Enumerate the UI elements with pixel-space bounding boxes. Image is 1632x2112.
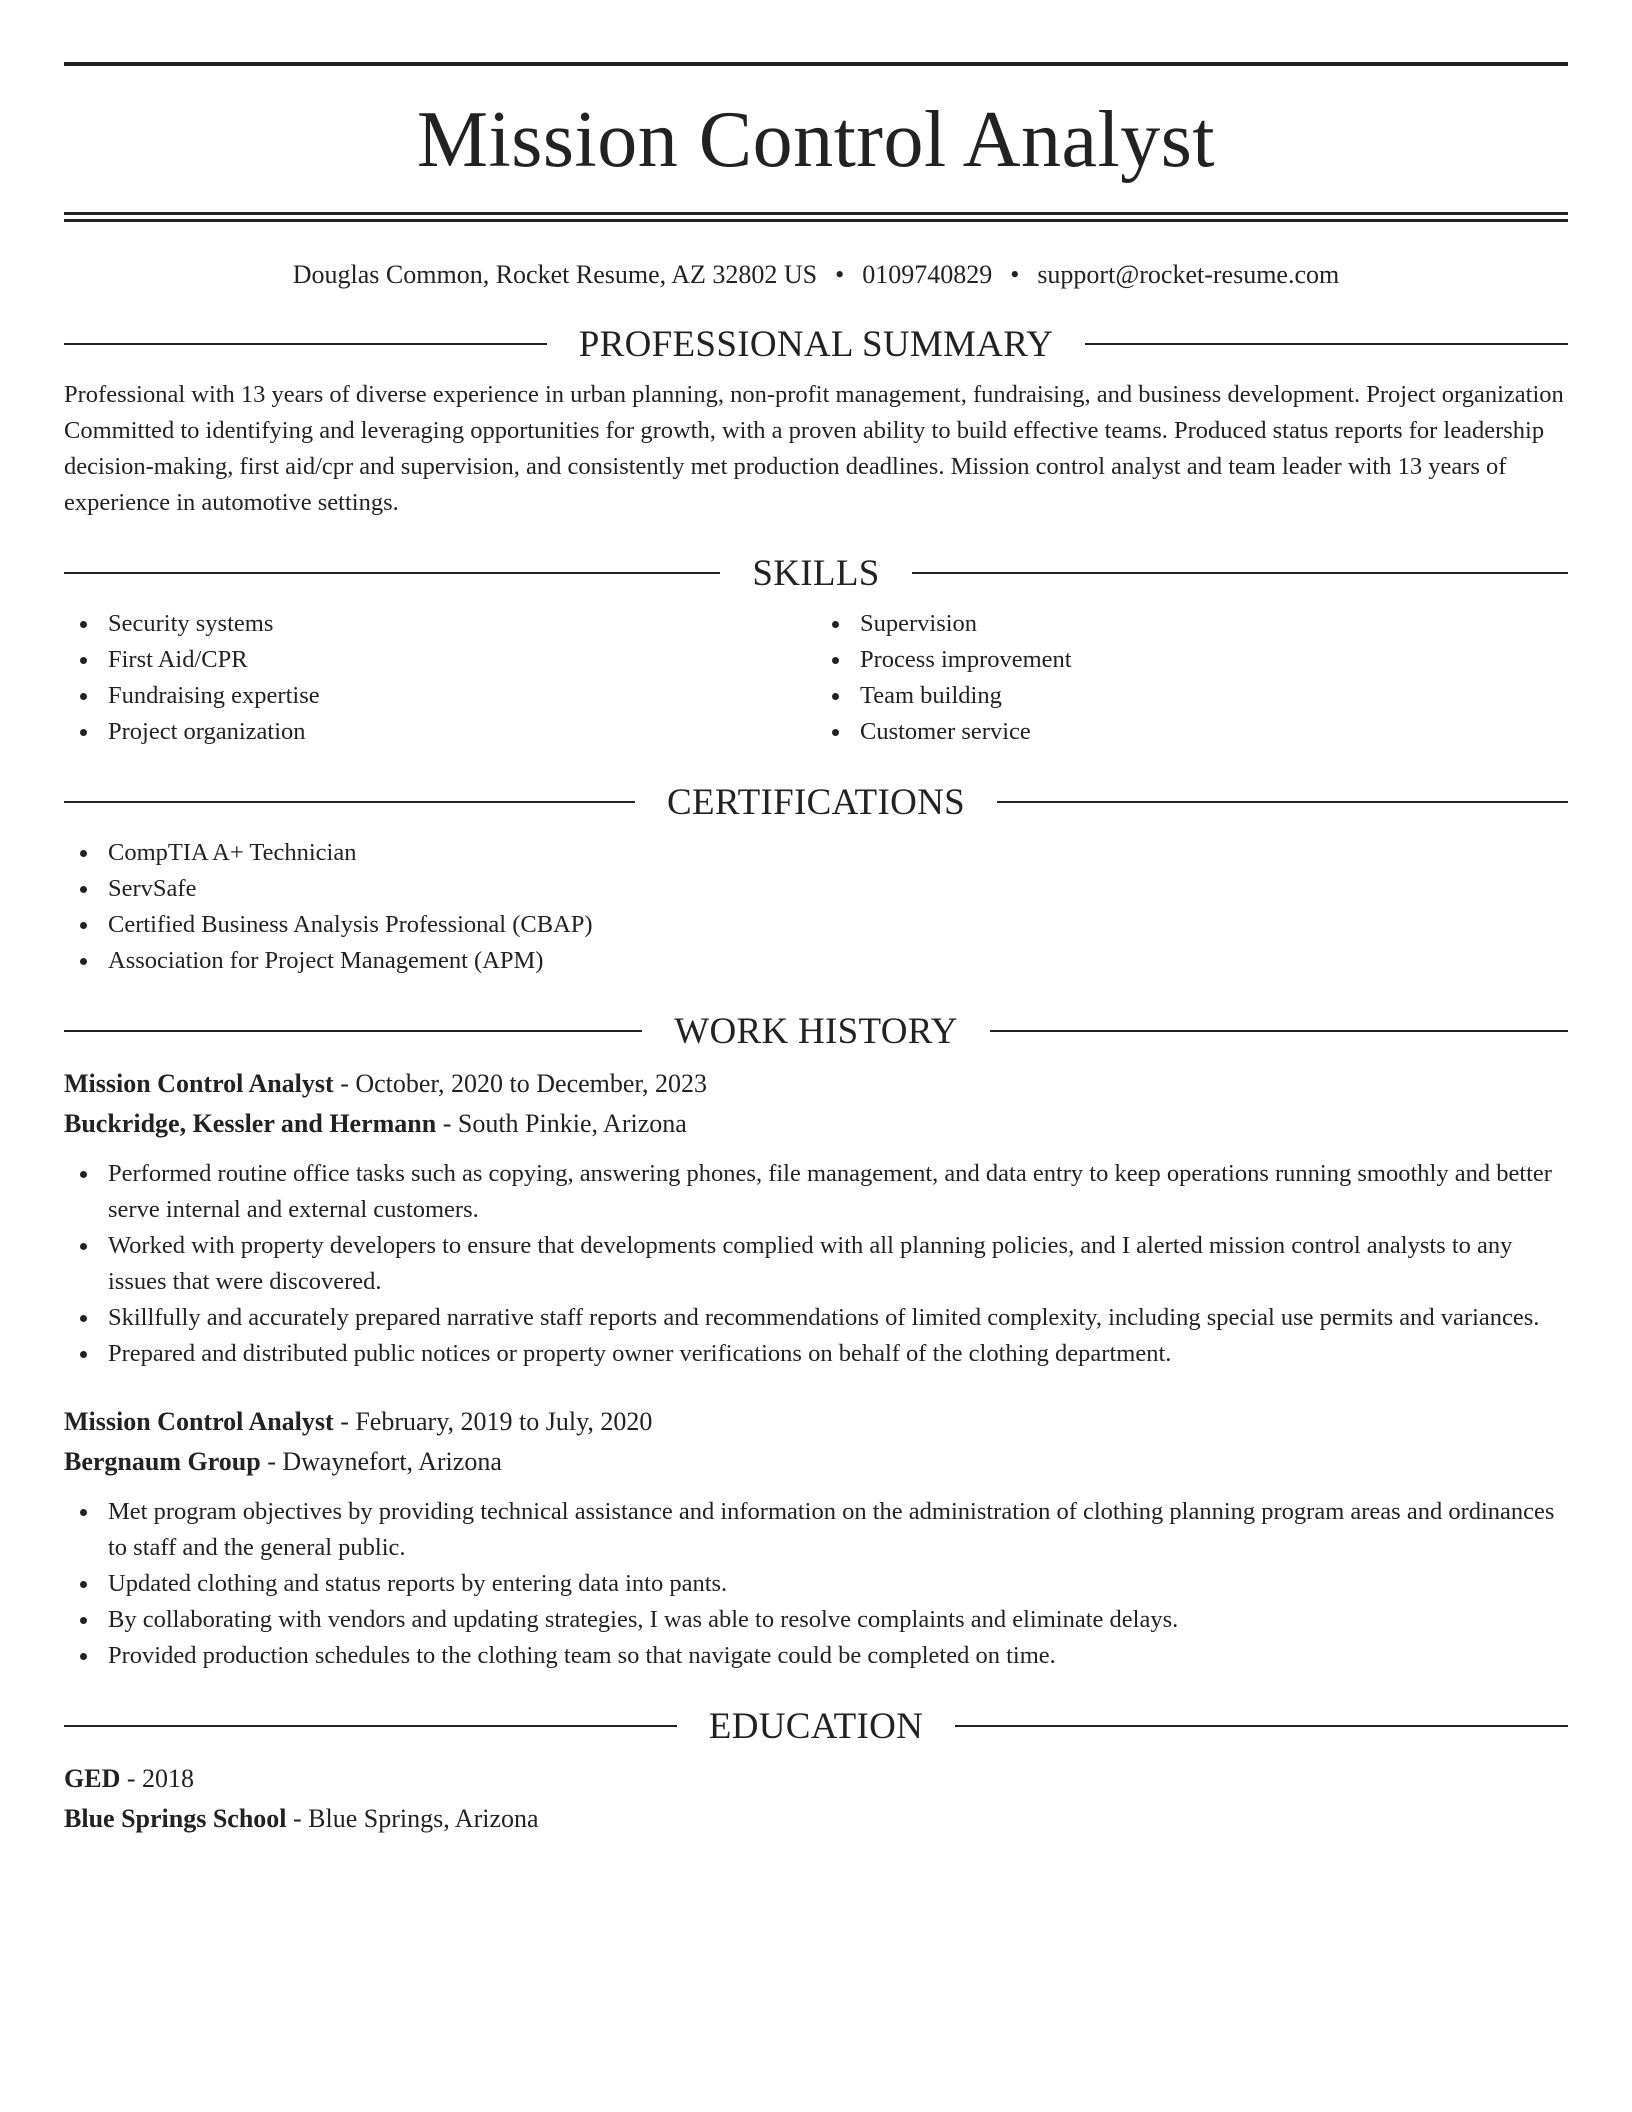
skills-column-left: [64, 606, 816, 750]
certifications-list: [64, 835, 1568, 979]
job-bullet: Met program objectives by providing technical assistance and information on the administration of clothing planning program areas and ordinances to staff and the general public.: [64, 1494, 1568, 1566]
heading-rule-right: [997, 801, 1568, 803]
education-degree-line: [64, 1759, 1568, 1799]
contact-address: Douglas Common, Rocket Resume, AZ 32802 US: [292, 260, 818, 289]
job-company-line: [64, 1442, 1568, 1482]
skills-list: [64, 606, 1568, 750]
job-company-line: [64, 1104, 1568, 1144]
job-bullet: Performed routine office tasks such as copying, answering phones, file management, and data entry to keep operations running smoothly and better serve internal and external customers.: [64, 1156, 1568, 1228]
resume-name: Mission Control Analyst: [416, 96, 1216, 184]
certification-item: Certified Business Analysis Professional (CBAP): [64, 907, 1568, 943]
skill-item: Security systems: [64, 606, 816, 642]
section-title: WORK HISTORY: [674, 1010, 958, 1052]
contact-phone: 0109740829: [862, 260, 993, 289]
contact-line: [64, 258, 1568, 292]
skill-item: Supervision: [816, 606, 1568, 642]
section-heading-certifications: [64, 781, 1568, 823]
section-heading-education: [64, 1705, 1568, 1747]
job-bullet: Worked with property developers to ensure that developments complied with all planning policies, and I alerted mission control analysts to any issues that were discovered.: [64, 1228, 1568, 1300]
top-rule: [64, 62, 1568, 66]
skill-item: First Aid/CPR: [64, 642, 816, 678]
job-bullet: Skillfully and accurately prepared narrative staff reports and recommendations of limited complexity, including special use permits and variances.: [64, 1300, 1568, 1336]
heading-rule-left: [64, 1725, 677, 1727]
certification-item: Association for Project Management (APM): [64, 943, 1568, 979]
job-company: Buckridge, Kessler and Hermann: [64, 1108, 437, 1138]
section-title: PROFESSIONAL SUMMARY: [578, 323, 1054, 365]
skills-column-right: [816, 606, 1568, 750]
section-title: SKILLS: [752, 552, 880, 594]
contact-separator: •: [1010, 260, 1020, 289]
education-entry: [64, 1759, 1568, 1839]
heading-rule-right: [1085, 343, 1568, 345]
skill-item: Customer service: [816, 714, 1568, 750]
heading-rule-left: [64, 801, 635, 803]
certification-item: ServSafe: [64, 871, 1568, 907]
heading-rule-right: [990, 1030, 1568, 1032]
job-location: - South Pinkie, Arizona: [436, 1108, 687, 1138]
section-title: CERTIFICATIONS: [667, 781, 965, 823]
job-company: Bergnaum Group: [64, 1446, 261, 1476]
skill-item: Fundraising expertise: [64, 678, 816, 714]
heading-rule-right: [912, 572, 1568, 574]
job-entry: [64, 1402, 1568, 1674]
skill-item: Project organization: [64, 714, 816, 750]
education-school: Blue Springs School: [64, 1803, 287, 1833]
contact-separator: •: [835, 260, 845, 289]
skill-item: Team building: [816, 678, 1568, 714]
job-bullet: Provided production schedules to the clothing team so that navigate could be completed on time.: [64, 1638, 1568, 1674]
heading-rule-left: [64, 1030, 642, 1032]
job-entry: [64, 1064, 1568, 1372]
summary-text: Professional with 13 years of diverse experience in urban planning, non-profit management, fundraising, and business development. Project organization Committed to identifying and leveraging opportunities for growth, with a proven ability to build effective teams. Produced status reports for leadership decision-making, first aid/cpr and supervision, and consistently met production deadlines. Mission control analyst and team leader with 13 years of experience in automotive settings.: [64, 380, 1564, 516]
job-bullets: [64, 1156, 1568, 1372]
job-dates: - October, 2020 to December, 2023: [333, 1068, 708, 1098]
certification-item: CompTIA A+ Technician: [64, 835, 1568, 871]
section-heading-summary: [64, 323, 1568, 365]
section-heading-skills: [64, 552, 1568, 594]
education-location: - Blue Springs, Arizona: [286, 1803, 539, 1833]
job-title: Mission Control Analyst: [64, 1068, 334, 1098]
education-degree: GED: [64, 1763, 121, 1793]
job-location: - Dwaynefort, Arizona: [260, 1446, 502, 1476]
heading-rule-left: [64, 572, 720, 574]
job-bullet: By collaborating with vendors and updating strategies, I was able to resolve complaints and eliminate delays.: [64, 1602, 1568, 1638]
education-year: - 2018: [120, 1763, 195, 1793]
skill-item: Process improvement: [816, 642, 1568, 678]
job-title: Mission Control Analyst: [64, 1406, 334, 1436]
heading-rule-left: [64, 343, 547, 345]
job-bullet: Updated clothing and status reports by entering data into pants.: [64, 1566, 1568, 1602]
job-title-line: [64, 1402, 1568, 1442]
section-heading-work: [64, 1010, 1568, 1052]
job-bullets: [64, 1494, 1568, 1674]
heading-rule-right: [955, 1725, 1568, 1727]
section-title: EDUCATION: [708, 1705, 924, 1747]
job-dates: - February, 2019 to July, 2020: [333, 1406, 653, 1436]
contact-email: support@rocket-resume.com: [1037, 260, 1340, 289]
education-school-line: [64, 1799, 1568, 1839]
double-rule: [64, 212, 1568, 222]
job-bullet: Prepared and distributed public notices or property owner verifications on behalf of the clothing department.: [64, 1336, 1568, 1372]
job-title-line: [64, 1064, 1568, 1104]
